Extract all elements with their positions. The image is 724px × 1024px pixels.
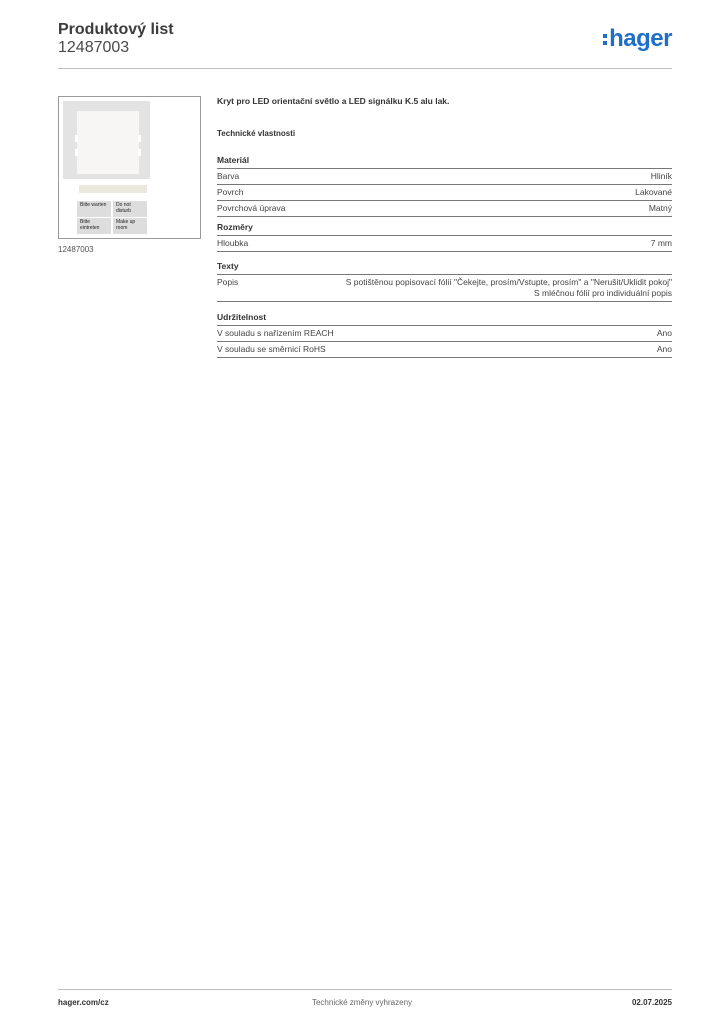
spec-value: [346, 277, 672, 299]
insert-label: Do not disturb: [113, 201, 147, 217]
logo-text: hager: [609, 25, 672, 52]
logo-dots-icon: [603, 34, 607, 45]
footer-note: Technické změny vyhrazeny: [311, 998, 413, 1007]
footer-divider: [58, 989, 672, 990]
spec-value-line: S potištěnou popisovací fólií "Čekejte, prosím/Vstupte, prosím" a "Nerušit/Uklidit pokoj": [345, 277, 672, 287]
section-sustainability: [217, 312, 672, 358]
spec-value-line: S mléčnou fólií pro individuální popis: [534, 288, 672, 298]
product-details: [217, 96, 672, 354]
spec-label: Povrchová úprava: [217, 203, 286, 213]
section-material: [217, 155, 672, 217]
product-code: 12487003: [58, 39, 130, 56]
image-caption: 12487003: [58, 245, 94, 254]
section-title: Materiál: [217, 155, 672, 169]
insert-label: Make up room: [113, 218, 147, 234]
spec-value: 7 mm: [650, 238, 672, 248]
section-title: Rozměry: [217, 222, 672, 236]
hager-logo[interactable]: [603, 27, 672, 51]
spec-value: Lakované: [635, 187, 672, 197]
spec-row: [217, 342, 672, 358]
spec-label: Hloubka: [217, 238, 249, 248]
footer-website-link[interactable]: hager.com/cz: [58, 998, 109, 1007]
spec-label: V souladu se směrnicí RoHS: [217, 344, 326, 354]
spec-value: Ano: [656, 344, 672, 354]
page-title: Produktový list: [58, 21, 174, 38]
spec-value: Ano: [656, 328, 672, 338]
section-dimensions: [217, 222, 672, 252]
tech-heading: Technické vlastnosti: [217, 129, 296, 138]
spec-row: [217, 275, 672, 302]
section-title: Udržitelnost: [217, 312, 672, 326]
spec-row: [217, 169, 672, 185]
spec-label: V souladu s nařízením REACH: [217, 328, 334, 338]
spec-value: Hliník: [650, 171, 672, 181]
spec-label: Povrch: [217, 187, 244, 197]
insert-label: Bitte warten: [77, 201, 111, 217]
footer-date: 02.07.2025: [631, 998, 672, 1007]
spec-row: [217, 236, 672, 252]
cover-plate-image: [63, 101, 150, 179]
header-divider: [58, 68, 672, 69]
spec-label: Popis: [217, 277, 239, 287]
insert-label: Bitte eintreten: [77, 218, 111, 234]
spec-row: [217, 201, 672, 217]
section-title: Texty: [217, 261, 672, 275]
spec-value: Matný: [648, 203, 672, 213]
diffuser-strip-image: [79, 185, 147, 193]
section-texts: [217, 261, 672, 302]
spec-label: Barva: [217, 171, 240, 181]
spec-row: [217, 326, 672, 342]
product-description: Kryt pro LED orientační světlo a LED signálku K.5 alu lak.: [217, 96, 450, 106]
product-image: [58, 96, 201, 239]
spec-row: [217, 185, 672, 201]
